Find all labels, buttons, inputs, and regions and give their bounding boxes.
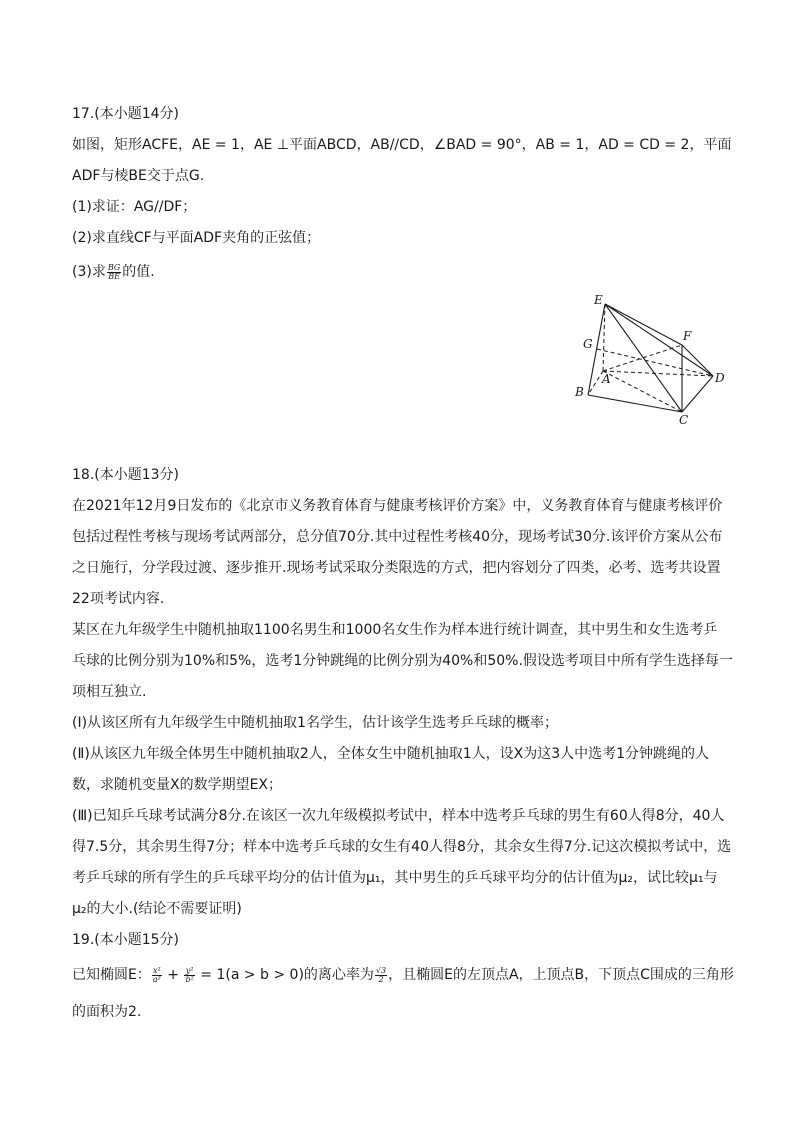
q17-geometry-figure — [570, 288, 730, 433]
q18-part1: (Ⅰ)从该区所有九年级学生中随机抽取1名学生，估计该学生选考乒乓球的概率； — [72, 715, 558, 731]
q17-part1: (1)求证：AG//DF； — [72, 199, 197, 215]
label-A: A — [602, 372, 611, 386]
q17-part3-suffix: 的值. — [122, 264, 155, 280]
fraction-numerator: BG — [107, 262, 121, 272]
fraction-denominator: b² — [185, 974, 194, 984]
q18-header: 18.(本小题13分) — [72, 467, 180, 483]
label-D: D — [715, 371, 725, 385]
fraction-denominator: 2 — [378, 974, 384, 984]
q17-part3-prefix: (3)求 — [72, 264, 106, 280]
q18-line: 项相互独立. — [72, 684, 147, 700]
q19-text-c: ，且椭圆E的左顶点A，上顶点B，下顶点C围成的三角形 — [388, 967, 734, 983]
q17-header: 17.(本小题14分) — [72, 106, 180, 122]
edge-EF — [605, 304, 682, 345]
fraction-denominator: a² — [152, 974, 161, 984]
label-C: C — [679, 413, 689, 427]
q18-part3-cont: 考乒乓球的所有学生的乒乓球平均分的估计值为μ₁，其中男生的乒乓球平均分的估计值为μ₂，试比较μ₁与 — [72, 870, 718, 886]
q19-text-a: 已知椭圆E： — [72, 967, 151, 983]
q17-part3-fraction — [107, 264, 121, 281]
q18-line: 乓球的比例分别为10%和5%，选考1分钟跳绳的比例分别为40%和50%.假设选考项目中所有学生选择每一 — [72, 653, 733, 669]
q18-line: 在2021年12月9日发布的《北京市义务教育体育与健康考核评价方案》中，义务教育体育与健康考核评价 — [72, 498, 723, 514]
fraction-numerator: y² — [185, 965, 194, 975]
q18-part3-cont: μ₂的大小.(结论不需要证明) — [72, 901, 242, 917]
q18-line: 某区在九年级学生中随机抽取1100名男生和1000名女生作为样本进行统计调查，其中男生和女生选考乒 — [72, 622, 718, 638]
label-G: G — [583, 337, 593, 351]
q19-header: 19.(本小题15分) — [72, 932, 180, 948]
edge-FD — [682, 345, 713, 376]
fraction-y2-b2 — [184, 967, 194, 984]
edge-GD — [597, 349, 713, 376]
q17-stem-line1: 如图，矩形ACFE，AE = 1，AE ⊥平面ABCD，AB//CD，∠BAD = 90°，AB = 1，AD = CD = 2，平面 — [72, 137, 732, 153]
edge-AC — [603, 371, 682, 412]
q19-stem-line2: 的面积为2. — [72, 1004, 142, 1020]
q19-stem-line1 — [72, 962, 734, 988]
edge-AF — [603, 345, 682, 371]
fraction-denominator: BE — [108, 271, 120, 281]
label-F: F — [683, 329, 692, 343]
edge-ED — [605, 304, 713, 376]
q18-line: 包括过程性考核与现场考试两部分，总分值70分.其中过程性考核40分，现场考试30分.该评价方案从公布 — [72, 529, 723, 545]
fraction-x2-a2 — [152, 967, 162, 984]
fraction-numerator: √3 — [375, 965, 387, 975]
fraction-sqrt3-2 — [375, 967, 387, 984]
fraction-numerator: x² — [152, 965, 161, 975]
q18-line: 22项考试内容. — [72, 591, 165, 607]
edge-BC — [588, 395, 682, 412]
q19-text-b: = 1(a > b > 0)的离心率为 — [195, 967, 374, 983]
q18-part3: (Ⅲ)已知乒乓球考试满分8分.在该区一次九年级模拟考试中，样本中选考乒乓球的男生有60人得8分，40人 — [72, 808, 725, 824]
q17-part2: (2)求直线CF与平面ADF夹角的正弦值； — [72, 230, 321, 246]
q17-part3 — [72, 262, 155, 282]
q18-part3-cont: 得7.5分，其余男生得7分；样本中选考乒乓球的女生有40人得8分，其余女生得7分.记这次模拟考试中，选 — [72, 839, 732, 855]
edge-CD — [682, 376, 713, 412]
q18-part2: (Ⅱ)从该区九年级全体男生中随机抽取2人，全体女生中随机抽取1人，设X为这3人中选考1分钟跳绳的人 — [72, 746, 710, 762]
label-E: E — [594, 293, 603, 307]
q18-line: 之日施行，分学段过渡、逐步推开.现场考试采取分类限选的方式，把内容划分了四类，必考、选考共设置 — [72, 560, 721, 576]
q18-part2-cont: 数，求随机变量X的数学期望EX； — [72, 777, 283, 793]
plus-sign: + — [162, 967, 184, 983]
q17-stem-line2: ADF与棱BE交于点G. — [72, 168, 205, 184]
edge-AD — [603, 371, 713, 376]
label-B: B — [575, 385, 584, 399]
